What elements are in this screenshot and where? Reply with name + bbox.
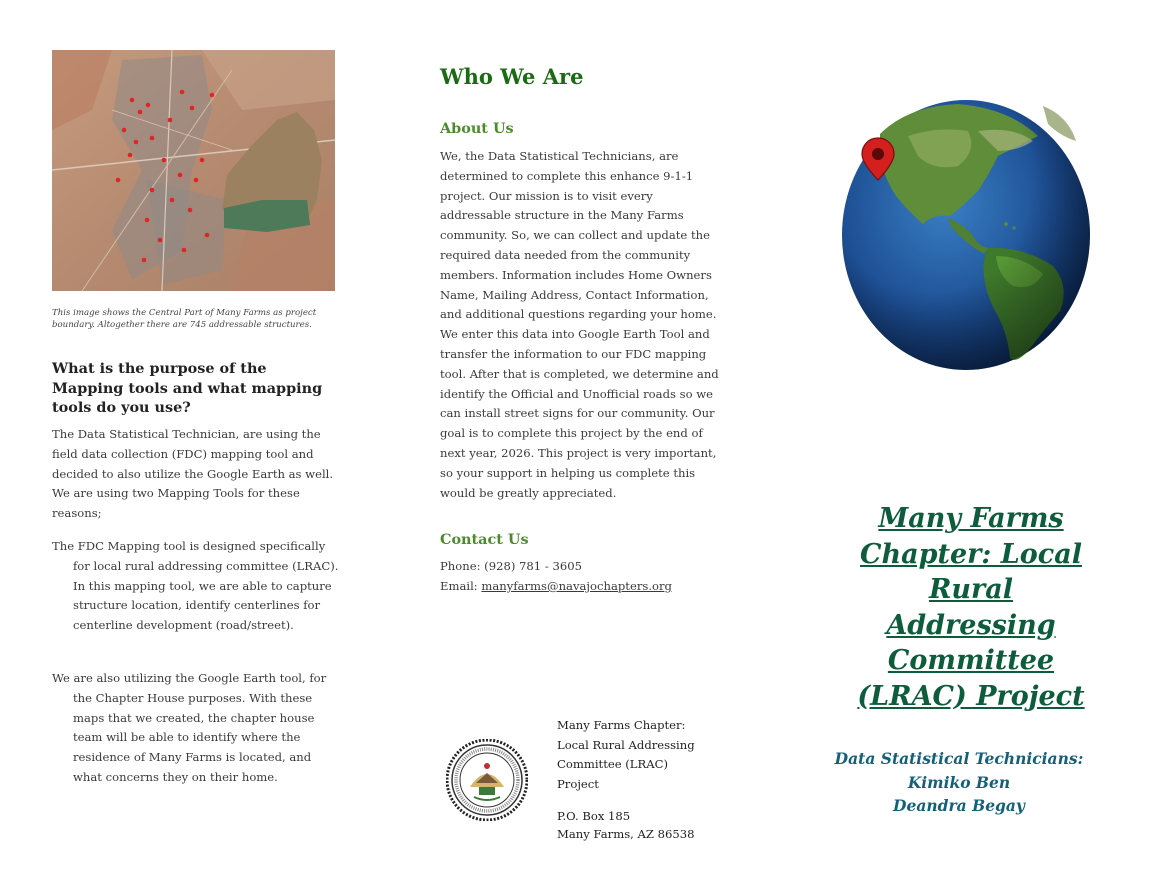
city-state-zip: Many Farms, AZ 86538 (557, 826, 695, 841)
who-we-are-title: Who We Are (440, 64, 584, 89)
contact-details (440, 557, 726, 597)
mailing-address-block (557, 808, 727, 843)
contact-us-heading: Contact Us (440, 531, 529, 548)
title-line: Many Farms (878, 503, 1064, 534)
technicians-label: Data Statistical Technicians: (834, 749, 1084, 768)
address-line: Local Rural Addressing (557, 737, 695, 752)
aerial-map-image (52, 50, 335, 291)
navajo-nation-seal-icon (446, 739, 528, 821)
phone-line: Phone: (928) 781 - 3605 (440, 559, 582, 573)
about-us-text: We, the Data Statistical Technicians, are determined to complete this enhance 9-1-1 project. Our mission is to visit every addressable structure in the Many Farms community. So, we can collect and update the required data needed from the community members. Information includes Home Owners Name, Mailing Address, Contact Information, and additional questions regarding your home. We enter this data into Google Earth Tool and transfer the information to our FDC mapping tool. After that is completed, we determine and identify the Official and Unofficial roads so we can install street signs for our community. Our goal is to complete this project by the end of next year, 2026. This project is very important, so your support in helping us complete this would be greatly appreciated. (440, 149, 719, 500)
brochure-title (840, 501, 1102, 714)
address-line: Committee (LRAC) (557, 757, 668, 772)
email-label: Email: (440, 578, 482, 593)
title-line: (LRAC) Project (857, 680, 1085, 712)
technicians-block (830, 747, 1088, 818)
title-line: Rural Addressing (886, 574, 1056, 641)
title-line: Chapter: Local (860, 538, 1082, 570)
chapter-address-block (557, 716, 727, 794)
address-line: Project (557, 776, 599, 791)
google-earth-paragraph: We are also utilizing the Google Earth tool, for the Chapter House purposes. With these maps that we created, the chapter house team will be able to identify where the residence of Many Farms is located, and what concerns they on their home. (52, 671, 327, 784)
po-box: P.O. Box 185 (557, 809, 631, 823)
mapping-tools-intro-paragraph: The Data Statistical Technician, are using the field data collection (FDC) mapping tool and decided to also utilize the Google Earth as well. We are using two Mapping Tools for these reasons; (52, 427, 334, 521)
title-line: Committee (887, 645, 1055, 676)
technician-name: Kimiko Ben (907, 772, 1011, 792)
about-us-heading: About Us (440, 120, 514, 137)
email-line (440, 577, 726, 597)
email-link[interactable]: manyfarms@navajochapters.org (481, 578, 672, 593)
fdc-tool-paragraph: The FDC Mapping tool is designed specifically for local rural addressing committee (LRAC). In this mapping tool, we are able to capture structure location, identify centerlines for centerline development (road/street). (52, 539, 339, 633)
address-line: Many Farms Chapter: (557, 718, 686, 732)
map-caption: This image shows the Central Part of Many Farms as project boundary. Altogether there are 745 addressable structures. (52, 308, 317, 330)
globe-with-location-pin-icon (838, 96, 1092, 372)
mapping-tools-question-heading: What is the purpose of the Mapping tools and what mapping tools do you use? (52, 360, 323, 416)
technician-name: Deandra Begay (893, 796, 1025, 815)
